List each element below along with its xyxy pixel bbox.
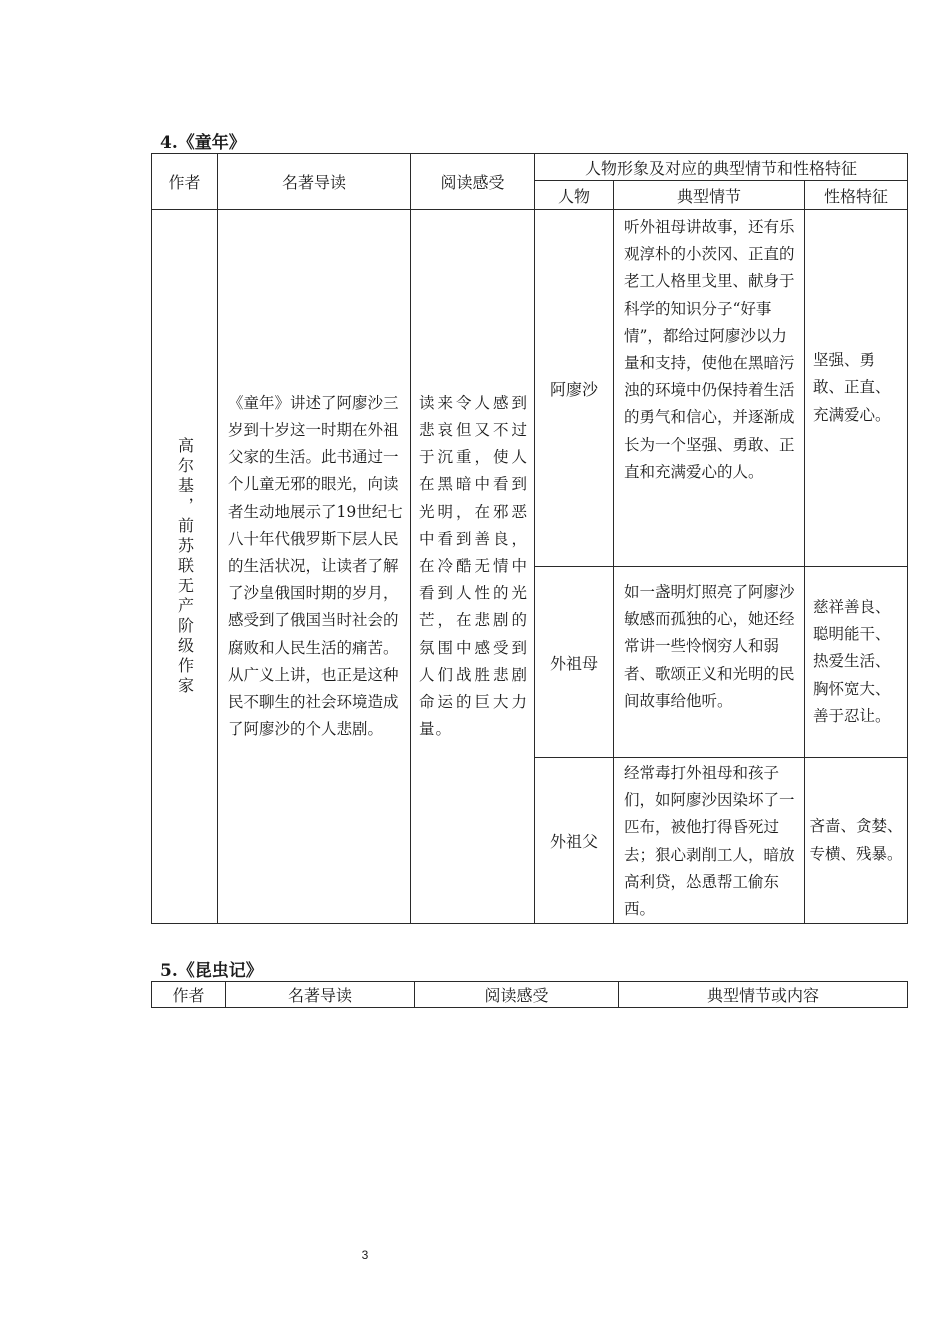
plot-grandmother: 如一盏明灯照亮了阿廖沙敏感而孤独的心，她还经常讲一些怜悯穷人和弱者、歌颂正义和光明的民间故事给他听。: [614, 567, 805, 758]
header-feeling: 阅读感受: [411, 154, 535, 210]
trait-grandfather: 吝啬、贪婪、专横、残暴。: [805, 758, 908, 924]
header-character-group: 人物形象及对应的典型情节和性格特征: [535, 154, 908, 181]
character-grandmother: 外祖母: [535, 567, 614, 758]
author-cell: [152, 210, 218, 924]
trait-grandmother: 慈祥善良、聪明能干、热爱生活、胸怀宽大、善于忍让。: [805, 567, 908, 758]
header-author: 作者: [152, 154, 218, 210]
feeling-cell: 读来令人感到悲哀但又不过于沉重，使人在黑暗中看到光明，在邪恶中看到善良，在冷酷无情中看到人性的光芒，在悲剧的氛围中感受到人们战胜悲剧命运的巨大力量。: [411, 210, 535, 924]
author-text: 高尔基，前苏联无产阶级作家: [175, 436, 195, 697]
header-author-2: 作者: [152, 982, 226, 1008]
section-title-insects: 5.《昆虫记》: [160, 961, 263, 981]
insects-table: [151, 981, 908, 1008]
header-content-2: 典型情节或内容: [619, 982, 908, 1008]
plot-alyosha: 听外祖母讲故事，还有乐观淳朴的小茨冈、正直的老工人格里戈里、献身于科学的知识分子“好事情”，都给过阿廖沙以力量和支持，使他在黑暗污浊的环境中仍保持着生活的勇气和信心，并逐渐成长为一个坚强、勇敢、正直和充满爱心的人。: [614, 210, 805, 567]
plot-grandfather: 经常毒打外祖母和孩子们，如阿廖沙因染坏了一匹布，被他打得昏死过去；狠心剥削工人，暗放高利贷，怂恿帮工偷东西。: [614, 758, 805, 924]
header-intro: 名著导读: [218, 154, 411, 210]
trait-alyosha: 坚强、勇敢、正直、充满爱心。: [805, 210, 908, 567]
character-grandfather: 外祖父: [535, 758, 614, 924]
character-alyosha: 阿廖沙: [535, 210, 614, 567]
header-plot: 典型情节: [614, 181, 805, 210]
childhood-table: [151, 153, 908, 924]
header-intro-2: 名著导读: [226, 982, 415, 1008]
header-feeling-2: 阅读感受: [415, 982, 619, 1008]
header-trait: 性格特征: [805, 181, 908, 210]
page-number: 3: [361, 1248, 369, 1262]
intro-cell: 《童年》讲述了阿廖沙三岁到十岁这一时期在外祖父家的生活。此书通过一个儿童无邪的眼光，向读者生动地展示了19世纪七八十年代俄罗斯下层人民的生活状况，让读者了解了沙皇俄国时期的岁月，感受到了俄国当时社会的腐败和人民生活的痛苦。从广义上讲，也正是这种民不聊生的社会环境造成了阿廖沙的个人悲剧。: [218, 210, 411, 924]
header-character: 人物: [535, 181, 614, 210]
section-title-childhood: 4.《童年》: [160, 133, 246, 153]
